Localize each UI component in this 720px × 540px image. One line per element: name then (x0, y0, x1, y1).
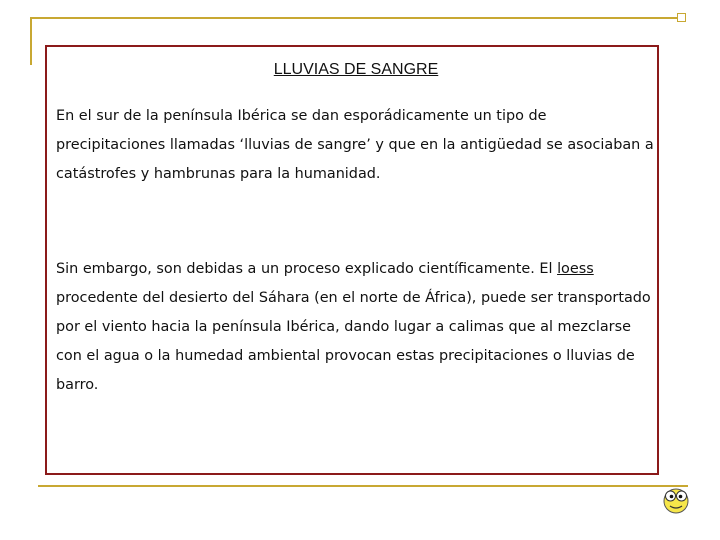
paragraph-explanation-end: procedente del desierto del Sáhara (en el norte de África), puede ser transportado por el viento hacia la península Ibérica, dando lugar a calimas que al mezclarse con el agua o la humedad ambiental provocan estas precipitaciones o lluvias de barro. (56, 290, 651, 393)
decorative-corner-square (677, 13, 686, 22)
decorative-top-line (30, 17, 677, 19)
decorative-left-line (30, 17, 32, 65)
smiley-face-icon (659, 485, 693, 515)
decorative-bottom-line (38, 485, 688, 487)
term-loess: loess (557, 261, 594, 277)
paragraph-explanation-start: Sin embargo, son debidas a un proceso explicado científicamente. El (56, 261, 558, 277)
paragraph-explanation (56, 255, 656, 400)
slide-title: LLUVIAS DE SANGRE (273, 61, 439, 78)
paragraph-intro: En el sur de la península Ibérica se dan esporádicamente un tipo de precipitaciones llamadas ‘lluvias de sangre’ y que en la antigüedad se asociaban a catástrofes y hambrunas para la humanidad. (56, 108, 654, 182)
slide-text-box (45, 45, 659, 475)
